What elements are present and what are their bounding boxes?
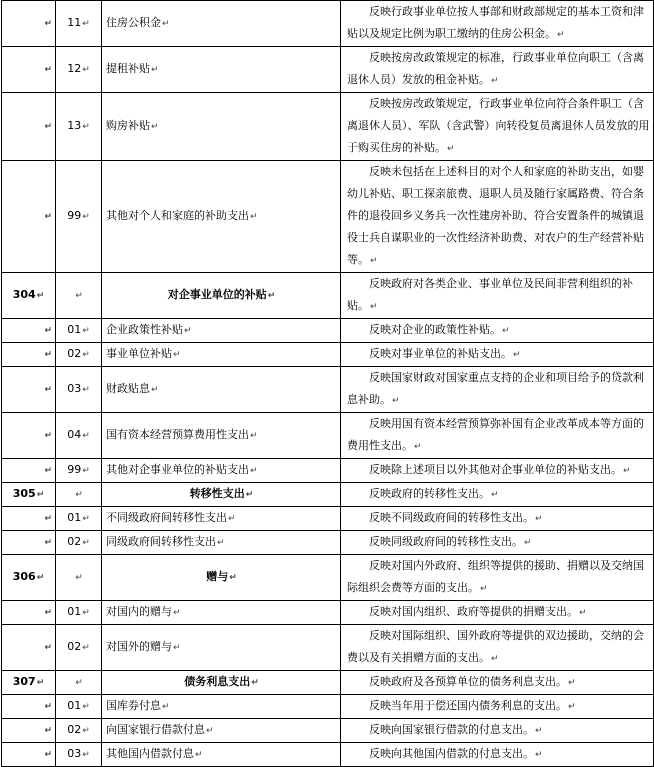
table-row [2,343,654,367]
item-description-cell [341,343,654,367]
item-name-cell [102,507,341,531]
item-name-cell [102,671,341,695]
item-name-cell [102,343,341,367]
paragraph-mark-icon: ↵ [535,750,543,760]
table-row [2,93,654,161]
paragraph-mark-icon: ↵ [151,122,159,132]
item-name-cell [102,1,341,47]
item-name: 国库券付息 [106,699,161,712]
item-code: 99 [67,463,82,476]
budget-classification-table [1,0,654,767]
category-code-cell [2,555,56,601]
paragraph-mark-icon: ↵ [82,726,90,736]
category-code: 305 [12,487,36,500]
item-code-cell [56,273,102,319]
paragraph-mark-icon: ↵ [44,750,52,760]
category-row [2,555,654,601]
paragraph-mark-icon: ↵ [250,212,258,222]
paragraph-mark-icon: ↵ [491,654,499,664]
item-description: 反映按房改政策规定，行政事业单位向符合条件职工（含离退休人员）、军队（含武警）向转役复员离退休人员发放的用于购买住房的补贴。 [347,97,650,154]
item-description-cell [341,413,654,459]
item-code: 03 [67,747,82,760]
category-code-cell [2,413,56,459]
item-description: 反映用国有资本经营预算弥补国有企业改革成本等方面的费用性支出。 [347,417,644,452]
item-description: 反映除上述项目以外其他对企事业单位的补贴支出。 [369,463,622,476]
table-row [2,413,654,459]
item-name: 购房补贴 [106,119,150,132]
paragraph-mark-icon: ↵ [535,726,543,736]
category-code-cell [2,601,56,625]
paragraph-mark-icon: ↵ [370,302,378,312]
item-description-cell [341,273,654,319]
paragraph-mark-icon: ↵ [206,726,214,736]
item-description-cell [341,531,654,555]
table-row [2,743,654,767]
paragraph-mark-icon: ↵ [44,65,52,75]
item-code: 03 [67,382,82,395]
item-name: 债务利息支出 [184,675,251,688]
item-description: 反映政府的转移性支出。 [369,487,490,500]
item-name-cell [102,625,341,671]
paragraph-mark-icon: ↵ [173,643,181,653]
paragraph-mark-icon: ↵ [44,122,52,132]
category-row [2,671,654,695]
paragraph-mark-icon: ↵ [44,514,52,524]
category-code-cell [2,483,56,507]
item-code-cell [56,413,102,459]
paragraph-mark-icon: ↵ [173,608,181,618]
category-code: 307 [12,675,36,688]
item-code-cell [56,367,102,413]
item-name-cell [102,555,341,601]
item-code: 02 [67,723,82,736]
item-description-cell [341,161,654,273]
category-row [2,273,654,319]
paragraph-mark-icon: ↵ [251,678,259,688]
item-description-cell [341,47,654,93]
item-code-cell [56,319,102,343]
item-name: 同级政府间转移性支出 [106,535,216,548]
item-name: 住房公积金 [106,16,161,29]
paragraph-mark-icon: ↵ [44,431,52,441]
category-code-cell [2,625,56,671]
item-description: 反映对国际组织、国外政府等提供的双边援助，交纳的会费以及有关捐赠方面的支出。 [347,629,644,664]
item-code: 01 [67,323,82,336]
category-code-cell [2,743,56,767]
paragraph-mark-icon: ↵ [44,212,52,222]
item-description-cell [341,1,654,47]
item-name-cell [102,483,341,507]
item-name: 赠与 [206,570,229,583]
item-name: 其他国内借款付息 [106,747,194,760]
item-code-cell [56,625,102,671]
item-code-cell [56,507,102,531]
paragraph-mark-icon: ↵ [82,643,90,653]
paragraph-mark-icon: ↵ [44,19,52,29]
category-code-cell [2,459,56,483]
item-code-cell [56,1,102,47]
category-code-cell [2,161,56,273]
paragraph-mark-icon: ↵ [228,514,236,524]
paragraph-mark-icon: ↵ [250,466,258,476]
paragraph-mark-icon: ↵ [82,514,90,524]
item-code: 02 [67,347,82,360]
paragraph-mark-icon: ↵ [82,350,90,360]
category-code-cell [2,719,56,743]
item-name: 向国家银行借款付息 [106,723,205,736]
paragraph-mark-icon: ↵ [82,608,90,618]
item-name-cell [102,161,341,273]
item-code-cell [56,743,102,767]
item-name-cell [102,93,341,161]
item-description-cell [341,483,654,507]
item-description: 反映向其他国内借款的付息支出。 [369,747,534,760]
item-description-cell [341,695,654,719]
paragraph-mark-icon: ↵ [217,538,225,548]
paragraph-mark-icon: ↵ [480,584,488,594]
item-description-cell [341,743,654,767]
paragraph-mark-icon: ↵ [568,702,576,712]
paragraph-mark-icon: ↵ [245,490,254,500]
table-row [2,601,654,625]
paragraph-mark-icon: ↵ [44,643,52,653]
paragraph-mark-icon: ↵ [82,19,90,29]
paragraph-mark-icon: ↵ [184,326,192,336]
item-name-cell [102,719,341,743]
paragraph-mark-icon: ↵ [82,750,90,760]
paragraph-mark-icon: ↵ [82,326,90,336]
item-code: 99 [67,209,82,222]
item-name-cell [102,273,341,319]
item-code-cell [56,719,102,743]
category-code-cell [2,507,56,531]
item-code-cell [56,483,102,507]
item-code: 11 [67,16,82,29]
paragraph-mark-icon: ↵ [173,350,181,360]
paragraph-mark-icon: ↵ [491,76,499,86]
paragraph-mark-icon: ↵ [82,385,90,395]
paragraph-mark-icon: ↵ [162,702,170,712]
item-code-cell [56,343,102,367]
item-code-cell [56,161,102,273]
paragraph-mark-icon: ↵ [151,385,159,395]
item-code-cell [56,93,102,161]
table-row [2,1,654,47]
item-name: 其他对企事业单位的补贴支出 [106,463,249,476]
item-name-cell [102,601,341,625]
paragraph-mark-icon: ↵ [44,608,52,618]
paragraph-mark-icon: ↵ [579,608,587,618]
category-code-cell [2,1,56,47]
paragraph-mark-icon: ↵ [82,538,90,548]
paragraph-mark-icon: ↵ [447,144,455,154]
paragraph-mark-icon: ↵ [44,385,52,395]
table-row [2,161,654,273]
paragraph-mark-icon: ↵ [229,573,237,583]
item-description: 反映行政事业单位按人事部和财政部规定的基本工资和津贴以及规定比例为职工缴纳的住房公积金。 [347,5,644,40]
paragraph-mark-icon: ↵ [623,466,631,476]
paragraph-mark-icon: ↵ [491,490,499,500]
item-name: 对国外的赠与 [106,640,172,653]
paragraph-mark-icon: ↵ [568,678,576,688]
item-description: 反映对国内组织、政府等提供的捐赠支出。 [369,605,578,618]
paragraph-mark-icon: ↵ [44,466,52,476]
item-description-cell [341,671,654,695]
category-code-cell [2,671,56,695]
paragraph-mark-icon: ↵ [414,442,422,452]
item-name-cell [102,319,341,343]
paragraph-mark-icon: ↵ [75,291,83,301]
item-code: 01 [67,699,82,712]
category-code-cell [2,531,56,555]
item-name-cell [102,531,341,555]
item-description: 反映国家财政对国家重点支持的企业和项目给予的贷款利息补助。 [347,371,644,406]
item-code: 02 [67,640,82,653]
item-description: 反映同级政府间的转移性支出。 [369,535,523,548]
category-code-cell [2,367,56,413]
item-description: 反映政府对各类企业、事业单位及民间非营利组织的补贴。 [347,277,633,312]
table-row [2,625,654,671]
item-code: 12 [67,62,82,75]
item-name: 国有资本经营预算费用性支出 [106,428,249,441]
item-code: 13 [67,119,82,132]
table-row [2,719,654,743]
paragraph-mark-icon: ↵ [36,490,45,500]
paragraph-mark-icon: ↵ [195,750,203,760]
paragraph-mark-icon: ↵ [535,514,543,524]
item-description-cell [341,319,654,343]
category-row [2,483,654,507]
paragraph-mark-icon: ↵ [82,431,90,441]
table-row [2,507,654,531]
paragraph-mark-icon: ↵ [36,291,45,301]
paragraph-mark-icon: ↵ [75,678,83,688]
paragraph-mark-icon: ↵ [36,678,45,688]
paragraph-mark-icon: ↵ [151,65,159,75]
item-name-cell [102,459,341,483]
paragraph-mark-icon: ↵ [513,350,521,360]
item-name: 转移性支出 [189,487,245,500]
item-name: 财政贴息 [106,382,150,395]
paragraph-mark-icon: ↵ [44,326,52,336]
item-code-cell [56,531,102,555]
item-description-cell [341,507,654,531]
item-name: 对企事业单位的补贴 [167,288,267,301]
item-description: 反映未包括在上述科目的对个人和家庭的补助支出，如婴幼儿补贴、职工探亲旅费、退职人员及随行家属路费、符合条件的退役回乡义务兵一次性建房补助、符合安置条件的城镇退役士兵自谋职业的一次性经济补助费、对农户的生产经营补贴等。 [347,165,644,266]
paragraph-mark-icon: ↵ [82,65,90,75]
paragraph-mark-icon: ↵ [44,726,52,736]
category-code-cell [2,47,56,93]
category-code-cell [2,273,56,319]
category-code: 304 [12,288,36,301]
item-name: 不同级政府间转移性支出 [106,511,227,524]
table-row [2,319,654,343]
paragraph-mark-icon: ↵ [75,573,83,583]
table-row [2,367,654,413]
item-description: 反映向国家银行借款的付息支出。 [369,723,534,736]
table-row [2,531,654,555]
item-code-cell [56,555,102,601]
item-code: 02 [67,535,82,548]
paragraph-mark-icon: ↵ [44,702,52,712]
category-code-cell [2,93,56,161]
item-code: 01 [67,605,82,618]
item-name-cell [102,47,341,93]
item-description: 反映当年用于偿还国内债务利息的支出。 [369,699,567,712]
category-code: 306 [12,570,36,583]
paragraph-mark-icon: ↵ [557,30,565,40]
item-description-cell [341,555,654,601]
paragraph-mark-icon: ↵ [44,350,52,360]
category-code-cell [2,695,56,719]
table-row [2,459,654,483]
item-description: 反映对企业的政策性补贴。 [369,323,501,336]
item-description-cell [341,625,654,671]
item-code-cell [56,601,102,625]
paragraph-mark-icon: ↵ [82,466,90,476]
item-name: 事业单位补贴 [106,347,172,360]
item-description: 反映对事业单位的补贴支出。 [369,347,512,360]
item-code: 04 [67,428,82,441]
paragraph-mark-icon: ↵ [392,396,400,406]
paragraph-mark-icon: ↵ [82,122,90,132]
item-name-cell [102,413,341,459]
item-description: 反映对国内外政府、组织等提供的援助、捐赠以及交纳国际组织会费等方面的支出。 [347,559,644,594]
paragraph-mark-icon: ↵ [162,19,170,29]
paragraph-mark-icon: ↵ [502,326,510,336]
paragraph-mark-icon: ↵ [524,538,532,548]
item-description: 反映政府及各预算单位的债务利息支出。 [369,675,567,688]
item-name-cell [102,367,341,413]
table-body [2,1,654,767]
paragraph-mark-icon: ↵ [82,702,90,712]
paragraph-mark-icon: ↵ [82,212,90,222]
paragraph-mark-icon: ↵ [250,431,258,441]
item-description-cell [341,367,654,413]
item-code-cell [56,671,102,695]
item-description: 反映不同级政府间的转移性支出。 [369,511,534,524]
item-description-cell [341,601,654,625]
category-code-cell [2,319,56,343]
item-code-cell [56,47,102,93]
item-code: 01 [67,511,82,524]
paragraph-mark-icon: ↵ [44,538,52,548]
item-code-cell [56,695,102,719]
item-name: 对国内的赠与 [106,605,172,618]
item-name-cell [102,743,341,767]
paragraph-mark-icon: ↵ [370,256,378,266]
item-code-cell [56,459,102,483]
item-description-cell [341,93,654,161]
item-name: 提租补贴 [106,62,150,75]
item-description-cell [341,459,654,483]
item-name: 企业政策性补贴 [106,323,183,336]
item-description: 反映按房改政策规定的标准，行政事业单位向职工（含离退休人员）发放的租金补贴。 [347,51,644,86]
paragraph-mark-icon: ↵ [75,490,83,500]
table-row [2,47,654,93]
item-description-cell [341,719,654,743]
table-row [2,695,654,719]
paragraph-mark-icon: ↵ [36,573,45,583]
category-code-cell [2,343,56,367]
item-name: 其他对个人和家庭的补助支出 [106,209,249,222]
paragraph-mark-icon: ↵ [267,291,276,301]
item-name-cell [102,695,341,719]
